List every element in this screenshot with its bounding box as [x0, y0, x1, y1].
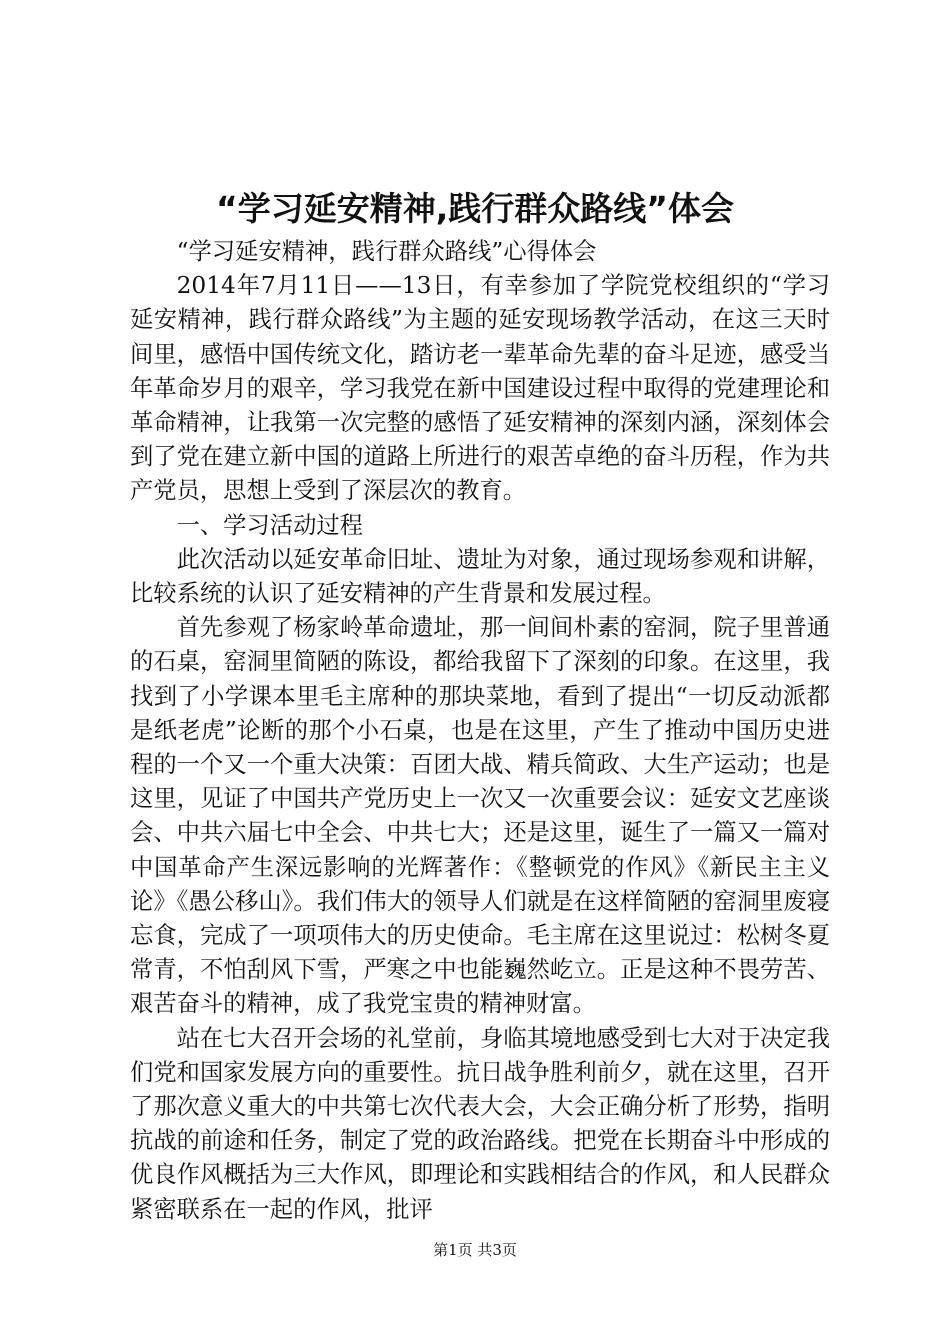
page-number-footer: 第1页 共3页 [433, 1241, 517, 1259]
subtitle-paragraph: “学习延安精神，践行群众路线”心得体会 [176, 238, 597, 265]
body-paragraph: 首先参观了杨家岭革命遗址，那一间间朴素的窑洞，院子里普通的石桌，窑洞里简陋的陈设，都给我留下了深刻的印象。在这里，我找到了小学课本里毛主席种的那块菜地，看到了提出“一切反动派都是纸老虎”论断的那个小石桌，也是在这里，产生了推动中国历史进程的一个又一个重大决策：百团大战、精兵简政、大生产运动；也是这里，见证了中国共产党历史上一次又一次重要会议：延安文艺座谈会、中共六届七中全会、中共七大；还是这里，诞生了一篇又一篇对中国革命产生深远影响的光辉著作：《整顿党的作风》《新民主主义论》《愚公移山》。我们伟大的领导人们就是在这样简陋的窑洞里废寝忘食，完成了一项项伟大的历史使命。毛主席在这里说过：松树冬夏常青，不怕刮风下雪，严寒之中也能巍然屹立。正是这种不畏劳苦、艰苦奋斗的精神，成了我党宝贵的精神财富。 [130, 614, 830, 1018]
intro-paragraph: 2014年7月11日——13日，有幸参加了学院党校组织的“学习延安精神，践行群众路线”为主题的延安现场教学活动，在这三天时间里，感悟中国传统文化，踏访老一辈革命先辈的奋斗足迹，感受当年革命岁月的艰辛，学习我党在新中国建设过程中取得的党建理论和革命精神，让我第一次完整的感悟了延安精神的深刻内涵，深刻体会到了党在建立新中国的道路上所进行的艰苦卓绝的奋斗历程，作为共产党员，思想上受到了深层次的教育。 [130, 272, 830, 505]
section-heading: 一、学习活动过程 [176, 511, 363, 539]
body-paragraph: 此次活动以延安革命旧址、遗址为对象，通过现场参观和讲解，比较系统的认识了延安精神的产生背景和发展过程。 [130, 545, 830, 608]
document-body [130, 235, 830, 1227]
document-title: “学习延安精神,践行群众路线”体会 [216, 189, 734, 228]
body-paragraph: 站在七大召开会场的礼堂前，身临其境地感受到七大对于决定我们党和国家发展方向的重要性。抗日战争胜利前夕，就在这里，召开了那次意义重大的中共第七次代表大会，大会正确分析了形势，指明抗战的前途和任务，制定了党的政治路线。把党在长期奋斗中形成的优良作风概括为三大作风，即理论和实践相结合的作风，和人民群众紧密联系在一起的作风，批评 [130, 1024, 830, 1223]
